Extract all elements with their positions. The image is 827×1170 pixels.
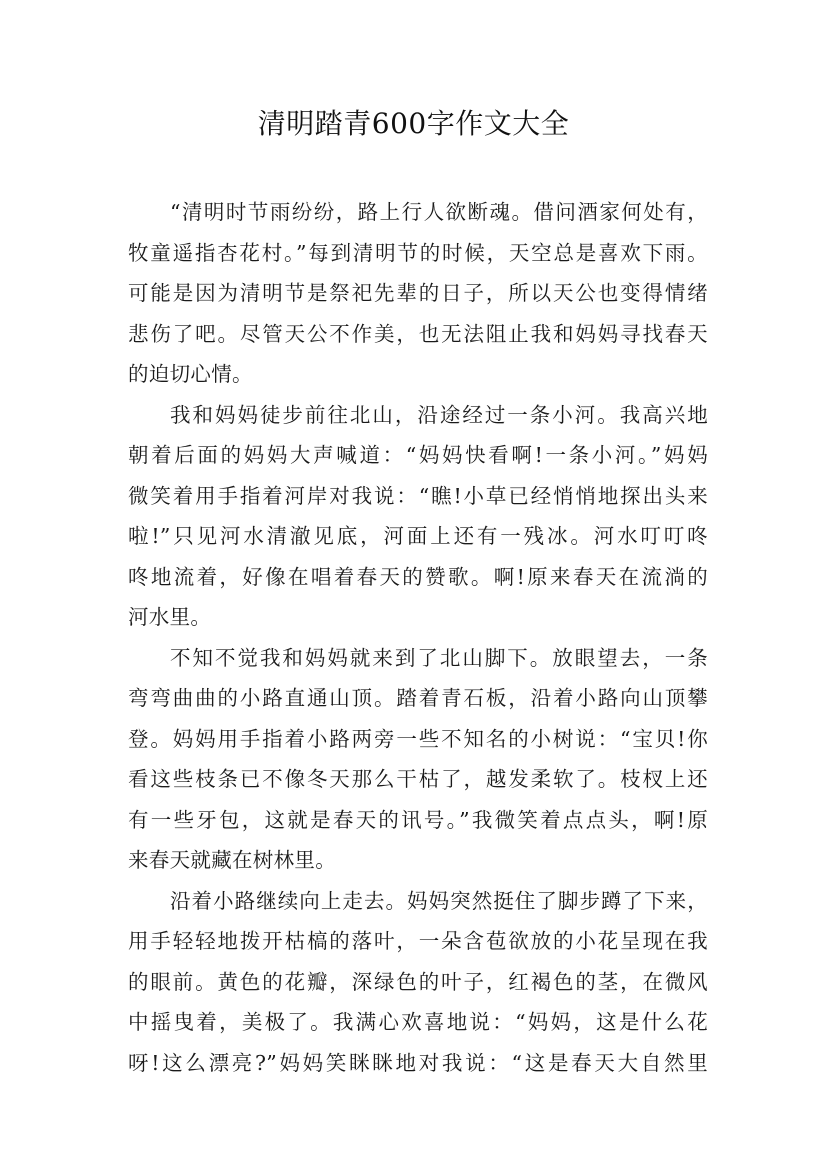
text-line: 牧童遥指杏花村。”每到清明节的时候，天空总是喜欢下雨。 bbox=[128, 240, 708, 265]
text-line: 我和妈妈徒步前往北山，沿途经过一条小河。我高兴地 bbox=[170, 402, 708, 427]
text-line: 的迫切心情。 bbox=[128, 362, 253, 386]
text-line: 弯弯曲曲的小路直通山顶。踏着青石板，沿着小路向山顶攀 bbox=[128, 686, 708, 710]
text-line: 用手轻轻地拨开枯槁的落叶，一朵含苞欲放的小花呈现在我 bbox=[128, 929, 708, 953]
paragraph-3 bbox=[128, 638, 708, 881]
text-line: 中摇曳着，美极了。我满心欢喜地说：“妈妈，这是什么花 bbox=[128, 1010, 708, 1034]
document-title: 清明踏青600字作文大全 bbox=[257, 107, 570, 140]
text-line: 悲伤了吧。尽管天公不作美，也无法阻止我和妈妈寻找春天 bbox=[128, 321, 708, 346]
paragraph-2 bbox=[128, 395, 708, 638]
text-line: 微笑着用手指着河岸对我说：“瞧!小草已经悄悄地探出头来 bbox=[128, 483, 708, 508]
text-line: 可能是因为清明节是祭祀先辈的日子，所以天公也变得情绪 bbox=[128, 281, 708, 305]
text-line: 河水里。 bbox=[128, 605, 212, 629]
text-line: 朝着后面的妈妈大声喊道：“妈妈快看啊!一条小河。”妈妈 bbox=[128, 443, 708, 467]
text-line: 沿着小路继续向上走去。妈妈突然挺住了脚步蹲了下来， bbox=[170, 888, 708, 913]
text-line: 呀!这么漂亮?”妈妈笑眯眯地对我说：“这是春天大自然里 bbox=[128, 1050, 708, 1075]
text-line: 的眼前。黄色的花瓣，深绿色的叶子，红褐色的茎，在微风 bbox=[128, 969, 708, 994]
text-line: 啦!”只见河水清澈见底，河面上还有一残冰。河水叮叮咚 bbox=[128, 524, 708, 548]
text-line: 不知不觉我和妈妈就来到了北山脚下。放眼望去，一条 bbox=[170, 645, 708, 670]
text-line: 有一些牙包，这就是春天的讯号。”我微笑着点点头，啊!原 bbox=[128, 807, 708, 832]
document-body bbox=[128, 192, 708, 1083]
text-line: 来春天就藏在树林里。 bbox=[128, 848, 336, 872]
paragraph-1 bbox=[128, 192, 708, 395]
text-line: 登。妈妈用手指着小路两旁一些不知名的小树说：“宝贝!你 bbox=[128, 726, 708, 751]
paragraph-4 bbox=[128, 881, 708, 1084]
text-line: “清明时节雨纷纷，路上行人欲断魂。借问酒家何处有， bbox=[170, 200, 708, 224]
text-line: 看这些枝条已不像冬天那么干枯了，越发柔软了。枝杈上还 bbox=[128, 767, 708, 791]
text-line: 咚地流着，好像在唱着春天的赞歌。啊!原来春天在流淌的 bbox=[128, 564, 708, 589]
